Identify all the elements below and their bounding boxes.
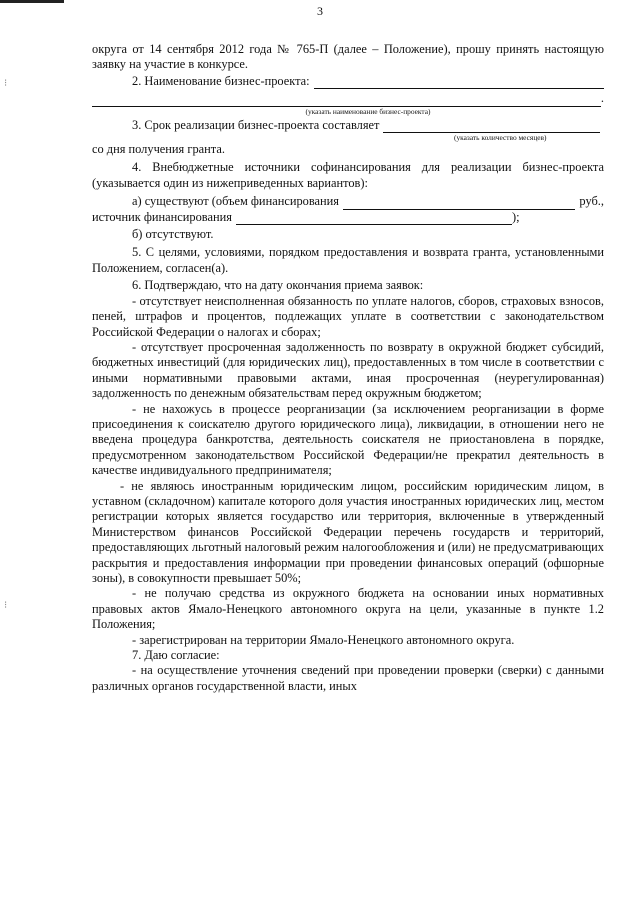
no-budget-debt: - отсутствует просроченная задолженность по возврату в окружной бюджет субсидий, бюджетных инвестиций (для юридических лиц), предоставленных в том числе в соответствии с иными нормативными правовыми актами, иная просроченная (неурегулированная) задолженность по денежным обязательствам перед окружным бюджетом; [92,339,604,401]
item-2-row [92,74,604,89]
item-3-row [92,118,604,133]
option-a-row [92,194,604,209]
no-other-funds: - не получаю средства из окружного бюджета на основании иных нормативных правовых актов Ямало-Ненецкого автономного округа на цели, указанные в пункте 1.2 Положения; [92,586,604,632]
financing-volume-field[interactable] [343,198,575,210]
margin-mark: ⁝ [4,78,8,89]
financing-source-field[interactable] [236,213,512,225]
not-foreign-entity: - не являюсь иностранным юридическим лицом, российским юридическим лицом, в уставном (складочном) капитале которого доля участия иностранных юридических лиц, местом регистрации которых является государство или территория, включенные в утвержденный Министерством финансов Российской Федерации перечень государств и территорий, предоставляющих льготный налоговый режим налогообложения и (или) не предусматривающих раскрытия и предоставления информации при проведении финансовых операций (офшорные зоны), в совокупности превышает 50%; [92,478,604,585]
registered-yanao: - зарегистрирован на территории Ямало-Ненецкого автономного округа. [132,632,515,647]
item-4-paragraph: 4. Внебюджетные источники софинансирования для реализации бизнес-проекта (указывается один из нижеприведенных вариантов): [92,160,604,190]
option-b: б) отсутствуют. [132,227,214,242]
source-end: ); [511,209,520,224]
project-name-field-2[interactable] [92,95,601,107]
option-a-label: а) существуют (объем финансирования [132,194,339,209]
item-2-row-2: . [92,91,604,106]
consent-text: - на осуществление уточнения сведений при проведении проверки (сверки) с данными различных органов государственной власти, иных [92,663,604,693]
no-reorganization: - не нахожусь в процессе реорганизации (за исключением реорганизации в форме присоединения к соискателю другого юридического лица), ликвидации, в отношении него не введена процедура банкротства, деятельность соискателя не приостановлена в порядке, предусмотренном законодательством Российской Федерации/не прекратил деятельность в качестве индивидуального предпринимателя; [92,401,604,478]
project-name-hint: (указать наименование бизнес-проекта) [305,106,431,116]
item-7-heading: 7. Даю согласие: [132,648,220,663]
top-rule [0,0,64,3]
source-row [92,210,604,225]
grant-receipt-text: со дня получения гранта. [92,142,225,157]
margin-mark: ⁝ [4,600,8,611]
item-3-label: 3. Срок реализации бизнес-проекта составляет [132,117,380,132]
intro-paragraph: округа от 14 сентября 2012 года № 765-П (далее – Положение), прошу принять настоящую заявку на участие в конкурсе. [92,42,604,72]
item-5-paragraph: 5. С целями, условиями, порядком предоставления и возврата гранта, установленными Положением, согласен(а). [92,245,604,275]
page-number: 3 [317,4,323,18]
no-tax-debt: - отсутствует неисполненная обязанность по уплате налогов, сборов, страховых взносов, пеней, штрафов и процентов, подлежащих уплате в соответствии с законодательством Российской Федерации о налогах и сборах; [92,293,604,339]
item-6-heading: 6. Подтверждаю, что на дату окончания приема заявок: [132,278,424,293]
term-field[interactable] [383,121,600,133]
term-hint: (указать количество месяцев) [454,133,547,143]
source-label: источник финансирования [92,209,232,224]
document-body [92,42,604,694]
item-2-label: 2. Наименование бизнес-проекта: [132,73,310,88]
rub-label: руб., [579,194,604,209]
project-name-field[interactable] [314,77,604,89]
